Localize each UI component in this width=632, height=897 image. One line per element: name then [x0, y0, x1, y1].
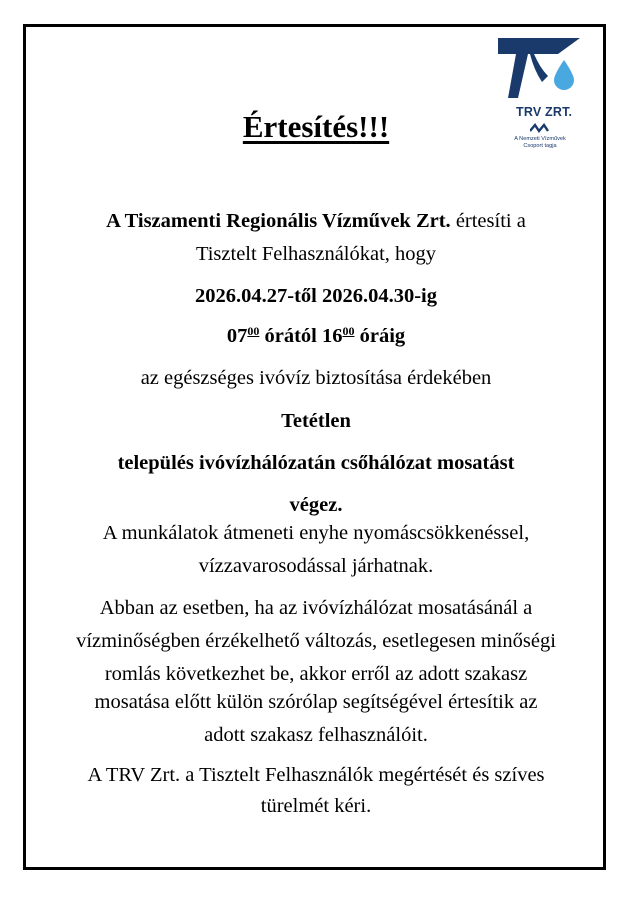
quality-note-line-4: mosatása előtt külön szórólap segítségével értesítik az	[94, 691, 538, 713]
action-line-2: végez.	[289, 494, 343, 516]
quality-note-line-3: romlás következhet be, akkor erről az adott szakasz	[104, 663, 528, 685]
purpose-line: az egészséges ivóvíz biztosítása érdekében	[140, 367, 492, 389]
closing-line-1: A TRV Zrt. a Tisztelt Felhasználók megértését és szíves	[87, 764, 545, 786]
logo-subtitle-2: Csoport tagja	[523, 143, 557, 149]
time-to-minutes: 00	[342, 324, 355, 338]
quality-note-line-5: adott szakasz felhasználóit.	[204, 724, 428, 746]
work-note-line-1: A munkálatok átmeneti enyhe nyomáscsökkenéssel,	[102, 522, 530, 544]
location-name: Tetétlen	[281, 410, 351, 432]
time-from-hour: 07	[226, 325, 248, 347]
trv-logo-mark	[498, 38, 582, 104]
action-line-1: település ivóvízhálózatán csőhálózat mosatást	[117, 452, 515, 474]
quality-note-line-2: vízminőségben érzékelhető változás, esetlegesen minőségi	[76, 630, 556, 652]
company-name: A Tiszamenti Regionális Vízművek Zrt.	[106, 210, 451, 232]
time-from-suffix: órától	[259, 325, 322, 347]
time-to-suffix: óráig	[354, 325, 406, 347]
time-to-hour: 16	[321, 325, 343, 347]
date-range: 2026.04.27-től 2026.04.30-ig	[195, 285, 437, 307]
intro-line-2: Tisztelt Felhasználókat, hogy	[195, 243, 437, 265]
closing-line-2: türelmét kéri.	[260, 795, 372, 817]
time-from-minutes: 00	[247, 324, 260, 338]
work-note-line-2: vízzavarosodással járhatnak.	[198, 555, 434, 577]
intro-line-1	[0, 210, 632, 233]
notice-title: Értesítés!!!	[242, 109, 390, 144]
quality-note-line-1: Abban az esetben, ha az ivóvízhálózat mosatásánál a	[99, 597, 533, 619]
logo-subtitle-1: A Nemzeti Vízművek	[514, 136, 566, 142]
water-drop-icon	[554, 60, 574, 90]
time-range	[0, 325, 632, 348]
logo-name: TRV ZRT.	[516, 105, 573, 119]
intro-notifies: értesíti a	[450, 210, 526, 232]
